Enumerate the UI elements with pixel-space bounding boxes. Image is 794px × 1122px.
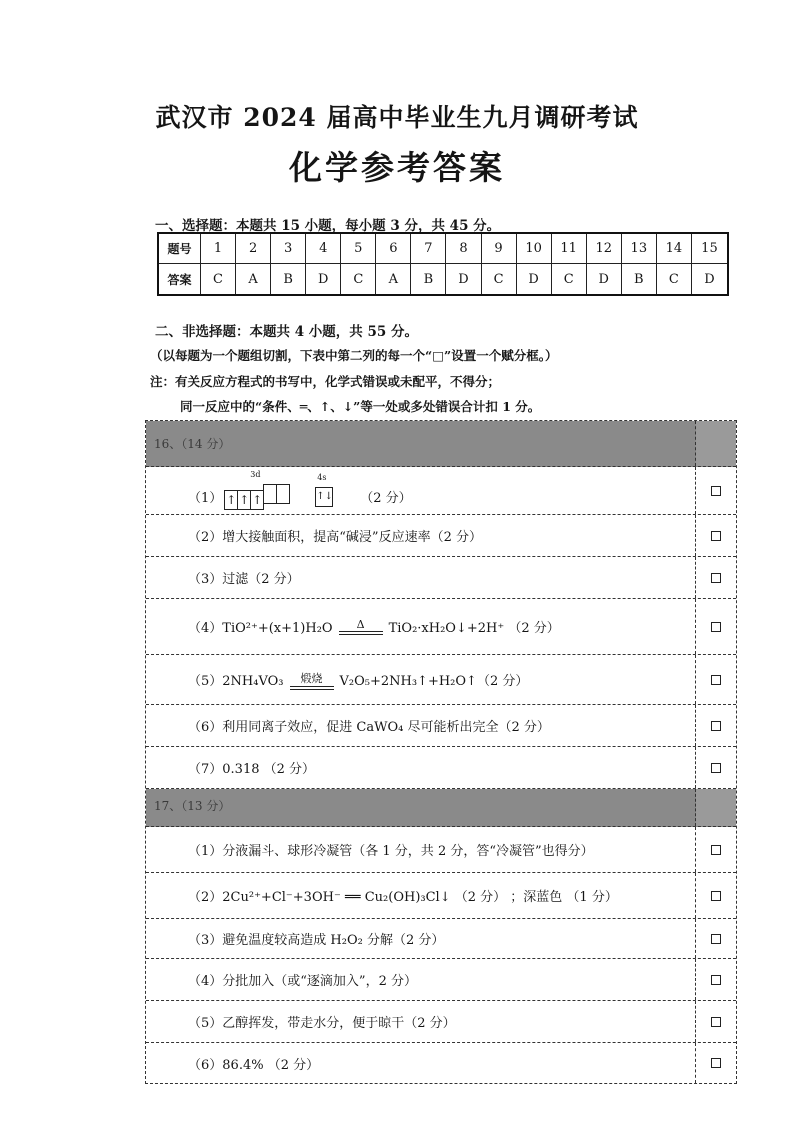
question-number: 14 (657, 234, 692, 264)
equals-sign (290, 686, 334, 690)
answer-row (146, 959, 736, 1001)
answer-row (146, 705, 736, 747)
question-number: 9 (482, 234, 517, 264)
orbital-4s (315, 472, 334, 507)
score-box-cell (696, 747, 736, 788)
score-box-cell (696, 705, 736, 746)
grading-note: 注：有关反应方程式的书写中，化学式错误或未配平，不得分； (150, 374, 501, 389)
equation-right: V₂O₅+2NH₃↑+H₂O↑（2 分） (339, 674, 529, 689)
question-number: 11 (552, 234, 587, 264)
question-header-label: 16、（14 分） (146, 421, 696, 466)
score-checkbox[interactable] (711, 934, 721, 944)
answer-row (146, 1043, 736, 1083)
answer-row (146, 557, 736, 599)
header-box-cell (696, 789, 736, 826)
score-box-cell (696, 515, 736, 556)
answer-content (146, 655, 696, 704)
score-box-cell (696, 959, 736, 1000)
score-box-cell (696, 873, 736, 918)
score-checkbox[interactable] (711, 721, 721, 731)
answer-content: （3）过滤（2 分） (146, 557, 696, 598)
choice-answer-table (157, 232, 729, 296)
answer-cell: B (622, 264, 657, 294)
answer-cell: C (657, 264, 692, 294)
answer-cell: C (201, 264, 236, 294)
score-box-cell (696, 599, 736, 654)
page-title: 武汉市 2024 届高中毕业生九月调研考试 (155, 103, 639, 132)
question-number: 7 (411, 234, 446, 264)
answer-content: （3）避免温度较高造成 H₂O₂ 分解（2 分） (146, 919, 696, 958)
answer-row (146, 747, 736, 789)
question-group-header (146, 789, 736, 827)
condition-label: 煅烧 (300, 671, 323, 685)
orbital-label-3d: 3d (250, 469, 261, 479)
orbital-box: ↑↓ (315, 487, 333, 507)
score-checkbox[interactable] (711, 622, 721, 632)
score-checkbox[interactable] (711, 891, 721, 901)
question-number: 12 (587, 234, 622, 264)
condition-label: Δ (356, 618, 365, 631)
score-checkbox[interactable] (711, 675, 721, 685)
score-box-cell (696, 467, 736, 514)
question-number: 10 (517, 234, 552, 264)
answer-content: （6）利用同离子效应，促进 CaWO₄ 尽可能析出完全（2 分） (146, 705, 696, 746)
answer-cell: D (587, 264, 622, 294)
grading-note: 同一反应中的“条件、═、↑、↓”等一处或多处错误合计扣 1 分。 (180, 399, 541, 414)
answer-row (146, 1001, 736, 1043)
answer-content: （6）86.4% （2 分） (146, 1043, 696, 1083)
table-header-number: 题号 (159, 234, 201, 264)
answer-content (146, 467, 696, 514)
answer-cell: B (271, 264, 306, 294)
question-number: 3 (271, 234, 306, 264)
answer-content: （2）2Cu²⁺+Cl⁻+3OH⁻ ══ Cu₂(OH)₃Cl↓ （2 分） ；深蓝色 （1 分） (146, 873, 696, 918)
reaction-condition (339, 618, 383, 635)
question-number: 15 (692, 234, 727, 264)
score-checkbox[interactable] (711, 531, 721, 541)
scoring-table (145, 420, 737, 1084)
answer-row (146, 467, 736, 515)
question-number: 5 (341, 234, 376, 264)
question-number: 13 (622, 234, 657, 264)
answer-row (146, 655, 736, 705)
equation-left: （4）TiO²⁺+(x+1)H₂O (188, 621, 333, 636)
answer-content: （7）0.318 （2 分） (146, 747, 696, 788)
score-checkbox[interactable] (711, 845, 721, 855)
equation-right: TiO₂·xH₂O↓+2H⁺ （2 分） (388, 621, 560, 636)
answer-cell: A (236, 264, 271, 294)
answer-cell: C (341, 264, 376, 294)
question-group-header (146, 421, 736, 467)
score-box-cell (696, 827, 736, 872)
score-box-cell (696, 557, 736, 598)
answer-cell: C (552, 264, 587, 294)
orbital-box: ↑ (250, 490, 264, 510)
equation-left: （5）2NH₄VO₃ (188, 674, 284, 689)
answer-row (146, 873, 736, 919)
orbital-box (263, 484, 277, 504)
answer-content: （2）增大接触面积，提高“碱浸”反应速率（2 分） (146, 515, 696, 556)
orbital-box (276, 484, 290, 504)
answer-row (146, 515, 736, 557)
section2-heading: 二、非选择题：本题共 4 小题，共 55 分。 (155, 324, 418, 340)
answer-row (146, 827, 736, 873)
answer-row (146, 599, 736, 655)
answer-content: （1）分液漏斗、球形冷凝管（各 1 分，共 2 分，答“冷凝管”也得分） (146, 827, 696, 872)
section1-heading: 一、选择题：本题共 15 小题，每小题 3 分，共 45 分。 (155, 218, 501, 234)
question-number: 1 (201, 234, 236, 264)
orbital-label-4s: 4s (317, 472, 327, 482)
question-header-label: 17、（13 分） (146, 789, 696, 826)
score-box-cell (696, 1001, 736, 1042)
answer-content: （4）分批加入（或“逐滴加入”，2 分） (146, 959, 696, 1000)
answer-cell: C (482, 264, 517, 294)
answer-row (146, 919, 736, 959)
question-number: 2 (236, 234, 271, 264)
orbital-box: ↑ (237, 490, 251, 510)
score-box-cell (696, 1043, 736, 1083)
answer-score: （2 分） (360, 491, 412, 506)
question-number: 8 (446, 234, 481, 264)
equals-sign (339, 631, 383, 635)
score-checkbox[interactable] (711, 573, 721, 583)
score-box-cell (696, 655, 736, 704)
score-checkbox[interactable] (711, 763, 721, 773)
answer-prefix: （1） (188, 491, 223, 506)
score-checkbox[interactable] (711, 486, 721, 496)
answer-cell: D (446, 264, 481, 294)
answer-cell: B (411, 264, 446, 294)
orbital-3d (224, 469, 289, 510)
header-box-cell (696, 421, 736, 466)
reaction-condition (290, 670, 334, 690)
score-checkbox[interactable] (711, 1058, 721, 1068)
score-box-cell (696, 919, 736, 958)
answer-content (146, 599, 696, 654)
orbital-box: ↑ (224, 490, 238, 510)
question-number: 4 (306, 234, 341, 264)
answer-cell: D (306, 264, 341, 294)
score-checkbox[interactable] (711, 1017, 721, 1027)
answer-cell: A (376, 264, 411, 294)
question-number: 6 (376, 234, 411, 264)
score-checkbox[interactable] (711, 975, 721, 985)
page-subtitle: 化学参考答案 (289, 148, 505, 187)
answer-cell: D (517, 264, 552, 294)
answer-content: （5）乙醇挥发，带走水分，便于晾干（2 分） (146, 1001, 696, 1042)
answer-cell: D (704, 271, 715, 287)
table-header-answer: 答案 (159, 264, 201, 294)
grading-note: （以每题为一个题组切割，下表中第二列的每一个“□”设置一个赋分框。） (150, 348, 558, 363)
